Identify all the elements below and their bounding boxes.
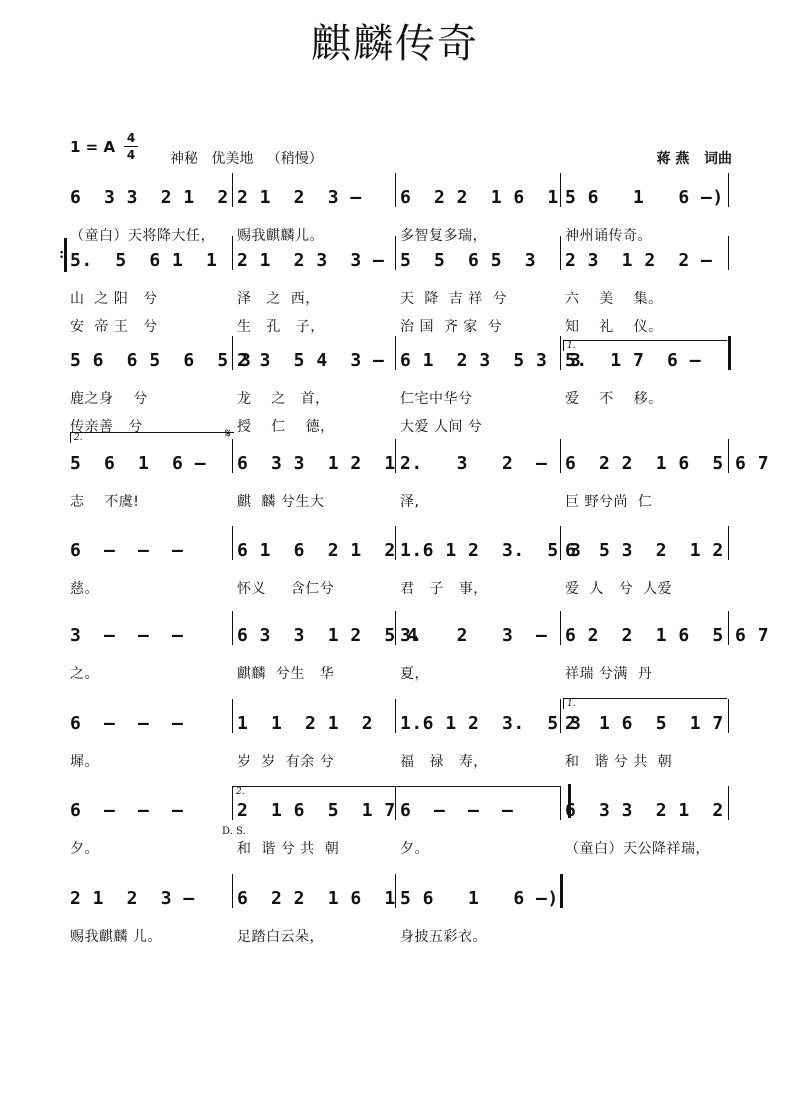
lyric-text: 六 美 集。 [565, 291, 663, 307]
barline [395, 874, 396, 908]
measure-notes: 1 1 2 1 2 [237, 713, 374, 734]
barline [560, 439, 561, 473]
barline [728, 611, 729, 645]
lyric-text: 岁 岁 有余 兮 [237, 754, 335, 770]
barline [560, 699, 561, 733]
barline [395, 173, 396, 207]
lyric-text: 龙 之 首， [237, 391, 330, 407]
lyric-text: 麒 麟 兮生大 [237, 494, 325, 510]
tempo-marking: 神秘 优美地 （稍慢） [170, 151, 323, 167]
barline [560, 336, 561, 370]
lyric-text: 墀。 [70, 754, 99, 770]
time-signature-top: 4 [126, 131, 136, 145]
barline [232, 236, 233, 270]
lyric-text: 鹿之身 兮 [70, 391, 148, 407]
measure-notes: 2. 3 2 – [400, 453, 548, 474]
barline [560, 526, 561, 560]
barline [560, 874, 563, 908]
barline [728, 173, 729, 207]
barline [232, 526, 233, 560]
lyric-text: 多智复多瑞， [400, 228, 487, 244]
lyric-text: 治 国 齐 家 兮 [400, 319, 503, 335]
barline [232, 439, 233, 473]
measure-notes: 5 6 1 6 – [70, 453, 207, 474]
lyric-text: 和 谐 兮 共 朝 [237, 841, 340, 857]
measure-notes: 5. 5 6 1 1 [70, 250, 218, 271]
measure-notes: 6 3 3 2 1 2 [565, 800, 724, 821]
measure-notes: 2 1 2 3 – [237, 187, 362, 208]
measure-notes: 1.6 1 2 3. 5 3 [400, 540, 582, 561]
lyric-text: 赐我麒麟 儿。 [70, 929, 162, 945]
lyric-text: 夕。 [70, 841, 99, 857]
lyric-text: 赐我麒麟儿。 [237, 228, 324, 244]
lyric-text: 志 不虞! [70, 494, 140, 510]
time-signature-bottom: 4 [126, 148, 136, 162]
measure-notes: 6 5 3 2 1 2 [565, 540, 724, 561]
barline [395, 236, 396, 270]
measure-notes: 6 2 2 1 6 1 [237, 888, 396, 909]
measure-notes: 6 2 2 1 6 1 [400, 187, 559, 208]
lyric-text: （童白）天将降大任， [70, 228, 215, 244]
barline [728, 336, 731, 370]
volta-1: 1. [563, 698, 727, 709]
lyric-text: 怀义 含仁兮 [237, 581, 335, 597]
measure-notes: 6 1 2 3 5 3 3 [400, 350, 582, 371]
author-credit: 蒋 燕 词曲 [656, 151, 732, 167]
lyric-text: 巨 野兮尚 仁 [565, 494, 653, 510]
measure-notes: 6 3 3 2 1 2 [70, 187, 229, 208]
ds-marking: D. S. [222, 826, 246, 837]
barline [728, 439, 729, 473]
measure-notes: 5 5 6 5 3 [400, 250, 537, 271]
lyric-text: 和 谐 兮 共 朝 [565, 754, 673, 770]
measure-notes: 6 2 2 1 6 5 6 7 [565, 625, 770, 646]
measure-notes: 6 3 3 1 2 5 4 [237, 625, 419, 646]
measure-notes: 3. 2 3 – [400, 625, 548, 646]
barline [232, 336, 233, 370]
measure-notes: 5 6 6 5 6 5 3 [70, 350, 252, 371]
measure-notes: 6 1 6 2 1 2 [237, 540, 396, 561]
measure-notes: 2 1 6 5 1 7 [565, 713, 724, 734]
repeat-dots: : [59, 246, 65, 262]
lyric-text: 天 降 吉 祥 兮 [400, 291, 508, 307]
lyric-text: 山 之 阳 兮 [70, 291, 158, 307]
lyric-text: （童白）天公降祥瑞， [565, 841, 710, 857]
measure-notes: 6 – – – [400, 800, 514, 821]
measure-notes: 6 – – – [70, 713, 184, 734]
barline [395, 526, 396, 560]
measure-notes: 5. 1 7 6 – [565, 350, 702, 371]
measure-notes: 2 1 6 5 1 7 [237, 800, 396, 821]
lyric-text: 福 禄 寿， [400, 754, 488, 770]
repeat-start-bar [64, 238, 67, 272]
lyric-text: 仁宅中华兮 [400, 391, 473, 407]
lyric-text: 神州诵传奇。 [565, 228, 652, 244]
time-signature [124, 131, 138, 162]
volta-2: 2. [70, 432, 234, 443]
barline [728, 699, 729, 733]
lyric-text: 祥瑞 兮满 丹 [565, 666, 653, 682]
song-title: 麒麟传奇 [311, 21, 479, 67]
lyric-text: 身披五彩衣。 [400, 929, 487, 945]
repeat-start-bar [568, 784, 571, 818]
lyric-text: 授 仁 德， [237, 419, 335, 435]
lyric-text: 麒麟 兮生 华 [237, 666, 335, 682]
segno-sign: 𝄋 [225, 426, 232, 442]
barline [232, 699, 233, 733]
lyric-text: 泽, [400, 494, 420, 510]
barline [560, 173, 561, 207]
key-signature: 1 = A [70, 138, 116, 156]
lyric-text: 慈。 [70, 581, 99, 597]
measure-notes: 2 1 2 3 3 – [237, 250, 385, 271]
measure-notes: 6 – – – [70, 540, 184, 561]
measure-notes: 2 3 5 4 3 – [237, 350, 385, 371]
lyric-text: 大爱 人间 兮 [400, 419, 483, 435]
measure-notes: 2 3 1 2 2 – [565, 250, 713, 271]
lyric-text: 知 礼 仪。 [565, 319, 663, 335]
lyric-text: 爱 人 兮 人爱 [565, 581, 673, 597]
barline [395, 439, 396, 473]
lyric-text: 君 子 事， [400, 581, 488, 597]
measure-notes: 6 2 2 1 6 5 6 7 [565, 453, 770, 474]
barline [728, 236, 729, 270]
lyric-text: 夏， [400, 666, 429, 682]
measure-notes: 6 3 3 1 2 1 [237, 453, 396, 474]
barline [728, 526, 729, 560]
lyric-text: 夕。 [400, 841, 429, 857]
barline [395, 336, 396, 370]
barline [560, 611, 561, 645]
lyric-text: 传亲善 兮 [70, 419, 143, 435]
measure-notes: 5 6 1 6 –) [565, 187, 724, 208]
barline [232, 611, 233, 645]
measure-notes: 3 – – – [70, 625, 184, 646]
volta-2: 2. [232, 786, 561, 797]
barline [232, 874, 233, 908]
barline [560, 236, 561, 270]
measure-notes: 5 6 1 6 –) [400, 888, 559, 909]
measure-notes: 6 – – – [70, 800, 184, 821]
barline [728, 786, 729, 820]
measure-notes: 2 1 2 3 – [70, 888, 195, 909]
barline [395, 699, 396, 733]
lyric-text: 安 帝 王 兮 [70, 319, 158, 335]
barline [232, 173, 233, 207]
lyric-text: 之。 [70, 666, 99, 682]
lyric-text: 爱 不 移。 [565, 391, 663, 407]
lyric-text: 泽 之 西， [237, 291, 320, 307]
volta-1: 1. [563, 340, 727, 351]
measure-notes: 1.6 1 2 3. 5 3 [400, 713, 582, 734]
barline [395, 611, 396, 645]
lyric-text: 足踏白云朵， [237, 929, 324, 945]
lyric-text: 生 孔 子， [237, 319, 325, 335]
